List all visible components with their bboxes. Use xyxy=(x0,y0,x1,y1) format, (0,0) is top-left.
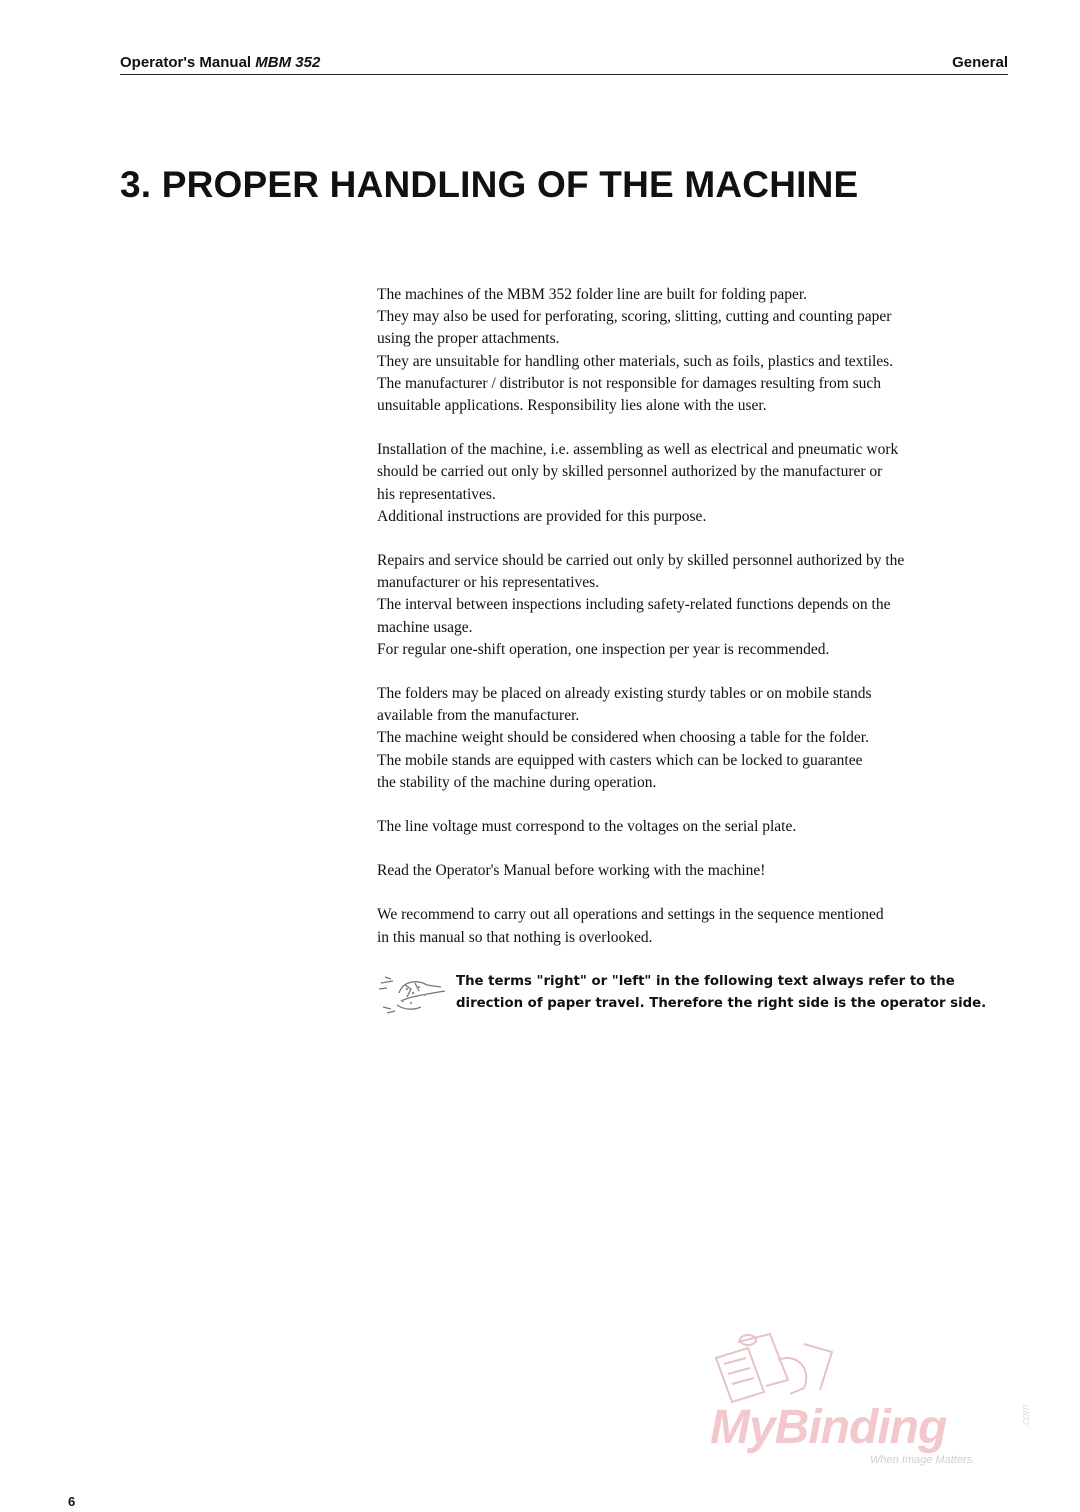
watermark xyxy=(708,1330,1038,1470)
pointing-hand-icon xyxy=(377,971,449,1015)
header-rule xyxy=(120,74,1008,75)
chapter-title: 3. PROPER HANDLING OF THE MACHINE xyxy=(120,164,859,205)
paragraph-intended-use: The machines of the MBM 352 folder line are built for folding paper. They may also be used for perforating, scoring, slitting, cutting and counting paper using the proper attachments. They are unsuitable for handling other materials, such as foils, plastics and textiles. The manufacturer / distributor is not responsible for damages resulting from such unsuitable applications. Responsibility lies alone with the user. xyxy=(377,286,894,415)
paragraph-sequence: We recommend to carry out all operations and settings in the sequence mentioned in this manual so that nothing is overlooked. xyxy=(377,906,884,946)
note-operator-side xyxy=(377,971,997,1015)
paragraph-service: Repairs and service should be carried out only by skilled personnel authorized by the manufacturer or his representatives. The interval between inspections including safety-related functions depends on the machine usage. For regular one-shift operation, one inspection per year is recommended. xyxy=(377,552,905,658)
page-number: 6 xyxy=(68,1494,76,1509)
note-text: The terms "right" or "left" in the following text always refer to the direction of paper travel. Therefore the right side is the operator side. xyxy=(456,973,987,1011)
paragraph-line-voltage: The line voltage must correspond to the voltages on the serial plate. xyxy=(377,818,797,836)
watermark-brand: MyBinding xyxy=(710,1401,947,1454)
header-model: MBM 352 xyxy=(255,54,321,71)
header-section: General xyxy=(952,54,1008,71)
paragraph-installation: Installation of the machine, i.e. assembling as well as electrical and pneumatic work should be carried out only by skilled personnel authorized by the manufacturer or his representatives. Additional instructions are provided for this purpose. xyxy=(377,441,899,525)
watermark-tld: .com xyxy=(1020,1404,1032,1428)
mybinding-logo-icon xyxy=(708,1330,848,1410)
paragraph-placement: The folders may be placed on already existing sturdy tables or on mobile stands available from the manufacturer. The machine weight should be considered when choosing a table for the folder. The mobile stands are equipped with casters which can be locked to guarantee the stability of the machine during operation. xyxy=(377,685,872,791)
page-header xyxy=(120,52,1008,78)
header-manual-title: Operator's Manual MBM 352 xyxy=(120,54,321,71)
paragraph-read-manual: Read the Operator's Manual before working with the machine! xyxy=(377,862,766,880)
body-text xyxy=(377,284,997,1015)
watermark-tagline: When Image Matters. xyxy=(870,1454,976,1466)
